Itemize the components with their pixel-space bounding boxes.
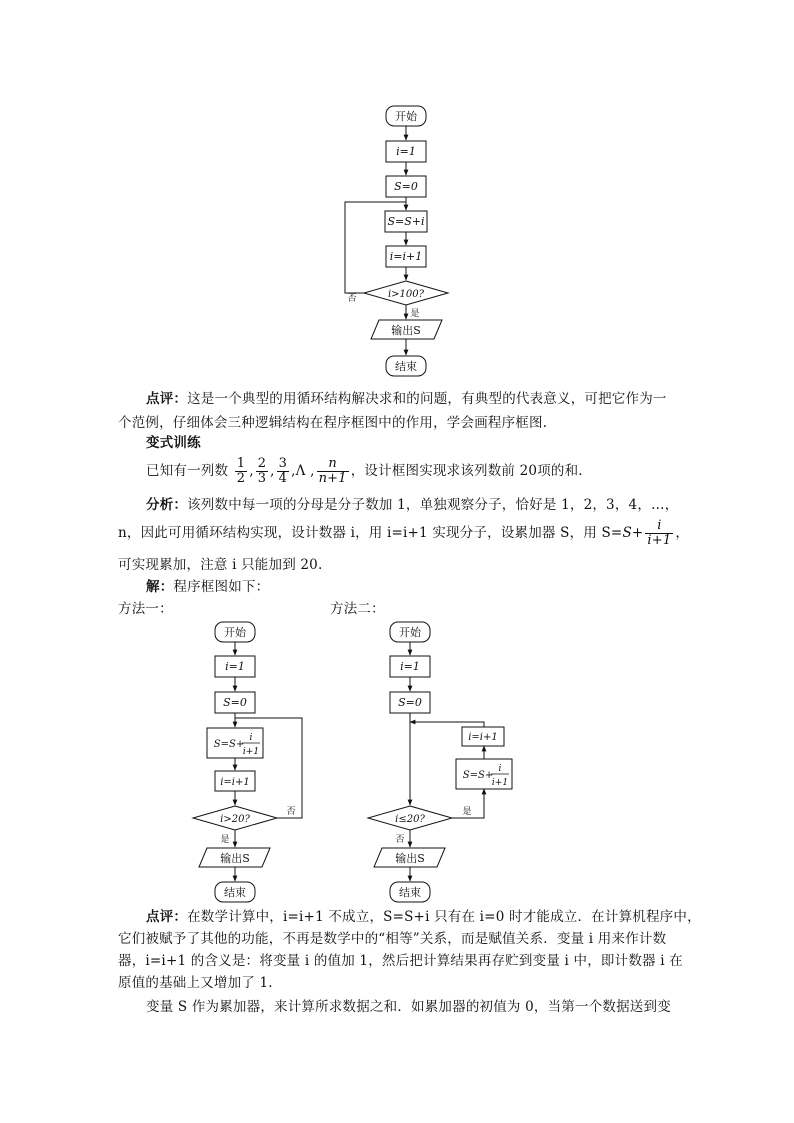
comment2-line3: 器，i=i+1 的含义是：将变量 i 的值加 1，然后把计算结果再存贮到变量 i 中，即计数器 i 在 xyxy=(118,953,683,969)
comment2-label: 点评： xyxy=(146,909,188,925)
m1-frac-num: i xyxy=(249,733,253,743)
analysis-line3: 可实现累加，注意 i 只能加到 20. xyxy=(118,557,323,573)
m2-start-label: 开始 xyxy=(399,626,421,639)
init-i-label: i=1 xyxy=(396,145,416,158)
method2-label: 方法二： xyxy=(330,601,385,617)
comment2-line2: 它们被赋予了其他的功能，不再是数学中的“相等”关系，而是赋值关系．变量 i 用来作计数 xyxy=(118,931,667,947)
formula-fraction: $\frac{i}{i+1}$ xyxy=(647,518,672,548)
comment1-line1 xyxy=(118,386,706,412)
m1-yes-label: 是 xyxy=(220,835,230,845)
problem-suffix: ，设计框图实现求该列数前 20项的和. xyxy=(350,463,583,479)
solution-line xyxy=(118,574,706,600)
no-label: 否 xyxy=(347,294,357,304)
m1-no-label: 否 xyxy=(286,807,296,817)
m2-accumulate-label: S=S+ xyxy=(462,770,494,781)
m2-frac-num: i xyxy=(498,764,502,774)
fraction-nth: $\frac{n}{n+1}$ xyxy=(318,456,347,486)
m1-init-s-label: S=0 xyxy=(223,696,247,709)
variant-problem: 已知有一列数 $\frac{1}{2}$ , $\frac{2}{3}$ , $\frac{3}{4}$ ,Λ , $\frac{n}{n+1}$ ，设计框图实现求该列数前 20项的和. xyxy=(146,456,583,486)
solution-label: 解： xyxy=(146,579,174,595)
m2-init-s-label: S=0 xyxy=(398,696,422,709)
m2-increment-label: i=i+1 xyxy=(468,732,498,743)
flowchart-sum-100 xyxy=(330,96,470,386)
yes-label: 是 xyxy=(410,309,420,319)
analysis-line2 xyxy=(118,514,690,552)
problem-prefix: 已知有一列数 xyxy=(146,463,229,479)
m2-output-label: 输出S xyxy=(395,852,425,865)
comment1-line2: 个范例，仔细体会三种逻辑结构在程序框图中的作用，学会画程序框图. xyxy=(118,415,548,431)
m1-condition-label: i>20? xyxy=(220,814,250,825)
m1-init-i-label: i=1 xyxy=(225,660,245,673)
m2-yes-label: 是 xyxy=(462,807,472,817)
m2-no-label: 否 xyxy=(395,835,405,845)
ellipsis-sep: ,Λ , xyxy=(291,463,315,479)
condition-label: i>100? xyxy=(387,289,425,300)
m1-frac-den: i+1 xyxy=(242,747,260,757)
m1-start-label: 开始 xyxy=(224,626,246,639)
comment2-line5: 变量 S 作为累加器，来计算所求数据之和．如累加器的初值为 0，当第一个数据送到变 xyxy=(146,999,671,1015)
method1-label: 方法一： xyxy=(118,601,173,617)
end-label: 结束 xyxy=(395,360,417,373)
fraction-3: $\frac{3}{4}$ xyxy=(278,456,288,486)
m2-frac-den: i+1 xyxy=(491,778,509,788)
m1-output-label: 输出S xyxy=(220,852,250,865)
analysis-text1: 该列数中每一项的分母是分子数加 1，单独观察分子，恰好是 1，2，3，4，…， xyxy=(187,497,679,513)
m2-init-i-label: i=1 xyxy=(400,660,420,673)
start-label: 开始 xyxy=(395,110,417,123)
formula-plus: + xyxy=(631,525,644,541)
comment1-text1: 这是一个典型的用循环结构解决求和的问题，有典型的代表意义，可把它作为一 xyxy=(187,391,667,407)
fraction-2: $\frac{2}{3}$ xyxy=(257,456,267,486)
flowchart-method1 xyxy=(180,615,320,910)
analysis-label: 分析： xyxy=(146,497,188,513)
comment2-text1: 在数学计算中，i=i+1 不成立，S=S+i 只有在 i=0 时才能成立．在计算机程序中， xyxy=(187,909,701,925)
m2-end-label: 结束 xyxy=(399,886,421,899)
solution-text: 程序框图如下： xyxy=(173,579,270,595)
init-s-label: S=0 xyxy=(394,180,418,193)
fraction-1: $\frac{1}{2}$ xyxy=(236,456,246,486)
increment-label: i=i+1 xyxy=(389,250,423,263)
m1-end-label: 结束 xyxy=(224,886,246,899)
comment1-label: 点评： xyxy=(146,391,188,407)
comment2-line4: 原值的基础上又增加了 1. xyxy=(118,975,273,991)
accumulate-label: S=S+i xyxy=(387,215,425,228)
formula-s: S xyxy=(622,525,632,541)
output-label: 输出S xyxy=(391,324,421,337)
m1-accumulate-label: S=S+ xyxy=(213,739,245,750)
flowchart-method2 xyxy=(360,615,520,910)
analysis-comma: ， xyxy=(675,525,690,541)
m1-increment-label: i=i+1 xyxy=(220,777,250,788)
m2-condition-label: i≤20? xyxy=(395,814,425,825)
variant-heading: 变式训练 xyxy=(146,435,201,451)
comment2-line1 xyxy=(118,906,706,928)
analysis-text2: n，因此可用循环结构实现，设计数器 i，用 i=i+1 实现分子，设累加器 S，用 S= xyxy=(118,525,623,541)
